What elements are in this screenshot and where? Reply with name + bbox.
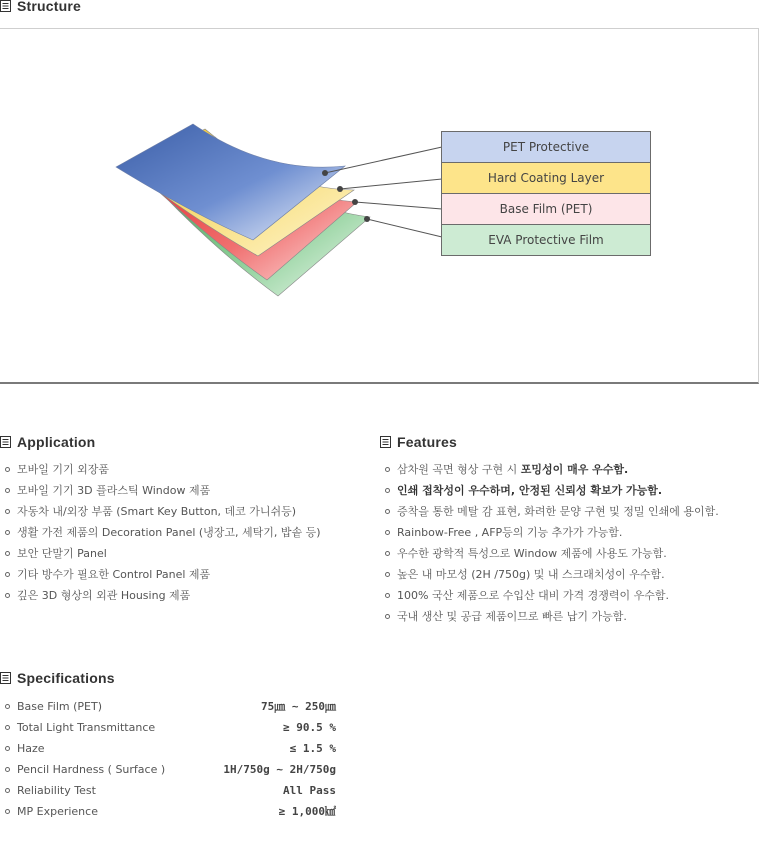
list-item: 깊은 3D 형상의 외관 Housing 제품 xyxy=(0,585,321,606)
legend-hard-coating: Hard Coating Layer xyxy=(442,163,650,194)
table-row xyxy=(0,780,340,801)
list-item: 기타 방수가 필요한 Control Panel 제품 xyxy=(0,564,321,585)
spec-value: 75㎛ ~ 250㎛ xyxy=(261,700,336,713)
list-item: 우수한 광학적 특성으로 Window 제품에 사용도 가능함. xyxy=(380,543,719,564)
spec-label: MP Experience xyxy=(17,805,98,818)
list-item: 100% 국산 제품으로 수입산 대비 가격 경쟁력이 우수함. xyxy=(380,585,719,606)
spec-value: ≥ 90.5 % xyxy=(283,721,336,734)
spec-value: ≥ 1,000㎢ xyxy=(278,805,336,818)
application-list xyxy=(0,459,321,606)
list-item: 보안 단말기 Panel xyxy=(0,543,321,564)
spec-label: Haze xyxy=(17,742,45,755)
list-item: 모바일 기기 외장품 xyxy=(0,459,321,480)
legend-eva-protective: EVA Protective Film xyxy=(442,225,650,255)
spec-label: Reliability Test xyxy=(17,784,96,797)
spec-label: Total Light Transmittance xyxy=(17,721,156,734)
specifications-title: Specifications xyxy=(17,670,115,686)
list-item: 국내 생산 및 공급 제품이므로 빠른 납기 가능함. xyxy=(380,606,719,627)
specifications-table xyxy=(0,696,340,822)
legend-base-film: Base Film (PET) xyxy=(442,194,650,225)
specifications-heading xyxy=(0,670,115,686)
list-item: 모바일 기기 3D 플라스틱 Window 제품 xyxy=(0,480,321,501)
list-item: 생활 가전 제품의 Decoration Panel (냉장고, 세탁기, 밥솥 등) xyxy=(0,522,321,543)
list-item: 높은 내 마모성 (2H /750g) 및 내 스크래치성이 우수함. xyxy=(380,564,719,585)
spec-label: Pencil Hardness ( Surface ) xyxy=(17,763,166,776)
spec-label: Base Film (PET) xyxy=(17,700,103,713)
list-item: Rainbow-Free , AFP등의 기능 추가가 가능함. xyxy=(380,522,719,543)
structure-figure xyxy=(0,28,759,384)
structure-heading xyxy=(0,0,81,14)
list-item: 인쇄 접착성이 우수하며, 안정된 신뢰성 확보가 가능함. xyxy=(380,480,719,501)
application-title: Application xyxy=(17,434,96,450)
document-icon xyxy=(0,436,11,448)
table-row xyxy=(0,738,340,759)
structure-title: Structure xyxy=(17,0,82,14)
table-row xyxy=(0,759,340,780)
table-row xyxy=(0,801,340,822)
features-list xyxy=(380,459,719,627)
spec-value: All Pass xyxy=(283,784,336,797)
features-heading xyxy=(380,434,457,450)
list-item: 삼차원 곡면 형상 구현 시 포밍성이 매우 우수함. xyxy=(380,459,719,480)
document-icon xyxy=(0,672,11,684)
document-icon xyxy=(0,0,11,12)
spec-value: 1H/750g ~ 2H/750g xyxy=(223,763,336,776)
list-item: 자동차 내/외장 부품 (Smart Key Button, 데코 가니쉬등) xyxy=(0,501,321,522)
table-row xyxy=(0,696,340,717)
features-title: Features xyxy=(397,434,457,450)
list-item: 증착을 통한 메탈 감 표현, 화려한 문양 구현 및 정밀 인쇄에 용이함. xyxy=(380,501,719,522)
layer-legend xyxy=(441,131,651,256)
document-icon xyxy=(380,436,391,448)
legend-pet-protective: PET Protective xyxy=(442,132,650,163)
application-heading xyxy=(0,434,95,450)
table-row xyxy=(0,717,340,738)
spec-value: ≤ 1.5 % xyxy=(289,742,336,755)
